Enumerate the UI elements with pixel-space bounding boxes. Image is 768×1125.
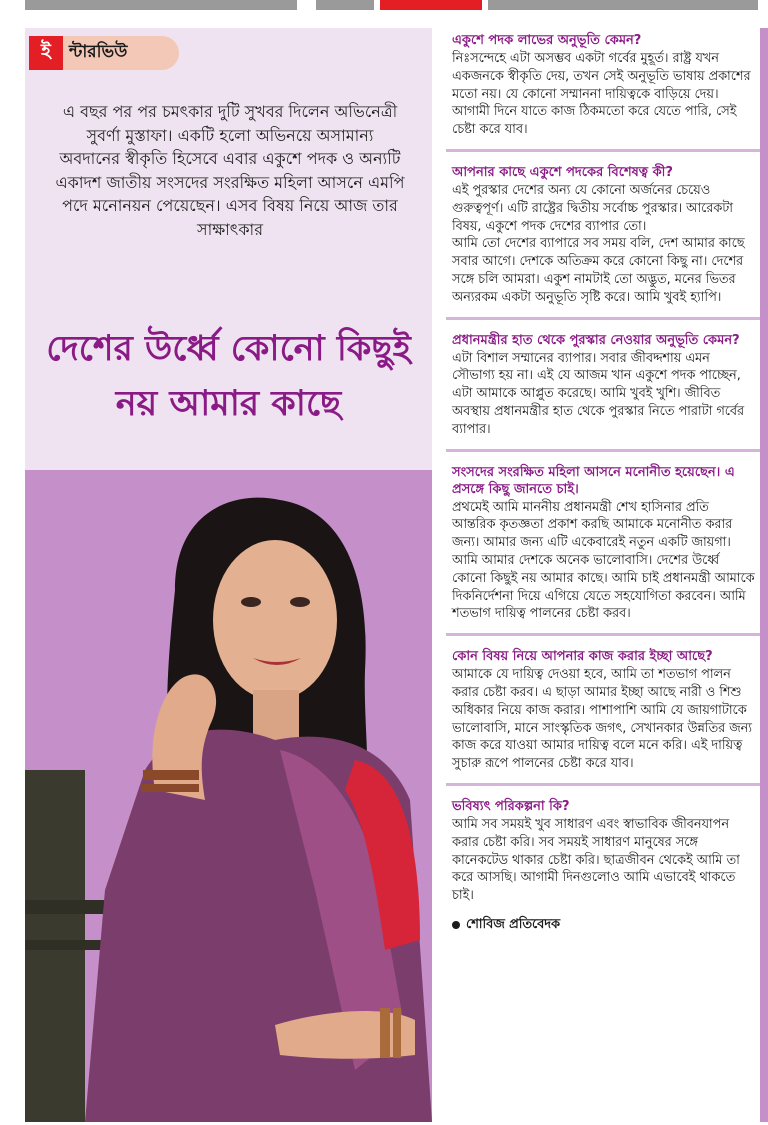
section-tag-text: ন্টারভিউ	[69, 42, 128, 62]
question-text: একুশে পদক লাভের অনুভূতি কেমন?	[452, 33, 642, 48]
answer-text: এই পুরস্কার দেশের অন্য যে কোনো অর্জনের চেয়েও গুরুত্বপূর্ণ। এটি রাষ্ট্রের দ্বিতীয় সর্বোচ্চ পুরস্কার। আরেকটা বিষয়, একুশে পদক দেশের ব্যাপার তো।	[452, 182, 733, 234]
answer-text: আমি সব সময়ই খুব সাধারণ এবং স্বাভাবিক জীবনযাপন করার চেষ্টা করি। সব সময়ই সাধারণ মানুষের সঙ্গে কানেকটেড থাকার চেষ্টা করি। ছাত্রজীবন থেকেই আমি তা করে আসছি। আগামী দিনগুলোও আমি এভাবেই থাকতে চাই।	[452, 816, 740, 904]
bullet-icon	[452, 921, 460, 929]
divider	[446, 149, 760, 152]
question-text: প্রধানমন্ত্রীর হাত থেকে পুরস্কার নেওয়ার অনুভূতি কেমন?	[452, 332, 740, 348]
intro-panel	[25, 28, 432, 470]
top-bar-accent	[380, 0, 482, 10]
question-text: কোন বিষয় নিয়ে আপনার কাজ করার ইচ্ছা আছে?	[452, 649, 713, 665]
qa-item	[446, 644, 760, 773]
divider	[446, 783, 760, 786]
question-text: সংসদের সংরক্ষিত মহিলা আসনে মনোনীত হয়েছেন। এ প্রসঙ্গে কিছু জানতে চাই।	[452, 464, 735, 497]
divider	[446, 317, 760, 320]
top-bar-right	[488, 0, 758, 10]
qa-item	[446, 28, 760, 139]
top-bar-left	[25, 0, 297, 10]
question-text: আপনার কাছে একুশে পদকের বিশেষত্ব কী?	[452, 164, 673, 180]
divider	[446, 633, 760, 636]
headline: দেশের উর্ধ্বে কোনো কিছুই নয় আমার কাছে	[46, 329, 411, 424]
divider	[446, 449, 760, 452]
qa-item	[446, 160, 760, 307]
section-tag-letter: ই	[29, 36, 63, 70]
face	[213, 540, 337, 700]
qa-item	[446, 794, 760, 905]
qa-item	[446, 460, 760, 624]
portrait-photo	[25, 470, 432, 1122]
answer-text: প্রথমেই আমি মাননীয় প্রধানমন্ত্রী শেখ হাসিনার প্রতি আন্তরিক কৃতজ্ঞতা প্রকাশ করছি আমাকে মনোনীত করার জন্য। আমার জন্য এটি একেবারেই নতুন একটি জায়গা। আমি আমার দেশকে অনেক ভালোবাসি। দেশের উর্ধ্বে কোনো কিছুই নয় আমার কাছে। আমি চাই প্রধানমন্ত্রী আমাকে দিকনির্দেশনা দিয়ে এগিয়ে যেতে সহযোগিতা করবেন। আমি শতভাগ দায়িত্ব পালনের চেষ্টা করব।	[452, 499, 755, 622]
question-text: ভবিষ্যৎ পরিকল্পনা কি?	[452, 798, 570, 814]
byline-text: শোবিজ প্রতিবেদক	[466, 916, 560, 932]
intro-text: এ বছর পর পর চমৎকার দুটি সুখবর দিলেন অভিনেত্রী সুবর্ণা মুস্তাফা। একটি হলো অভিনয়ে অসামান্য অবদানের স্বীকৃতি হিসেবে এবার একুশে পদক ও অন্যটি একাদশ জাতীয় সংসদের সংরক্ষিত মহিলা আসনে এমপি পদে মনোনয়ন পেয়েছেন। এসব বিষয় নিয়ে আজ তার সাক্ষাৎকার	[55, 102, 405, 239]
edge-strip	[760, 28, 768, 1122]
qa-item	[446, 328, 760, 439]
answer-text-continued: আমি তো দেশের ব্যাপারে সব সময় বলি, দেশ আমার কাছে সবার আগে। দেশকে অতিক্রম করে কোনো কিছু না। দেশের সঙ্গে চলি আমরা। একুশ নামটাই তো অদ্ভুত, মনের ভিতর অন্যরকম একটা অনুভূতি সৃষ্টি করে। আমি খুবই হ্যাপি।	[452, 236, 745, 305]
section-tag	[29, 36, 179, 70]
qa-column	[446, 28, 760, 1122]
answer-text: নিঃসন্দেহে এটা অসম্ভব একটা গর্বের মুহূর্ত। রাষ্ট্র যখন একজনকে স্বীকৃতি দেয়, তখন সেই অনুভূতি ভাষায় প্রকাশের মতো নয়। যে কোনো সম্মাননা দায়িত্বকে বাড়িয়ে দেয়। আগামী দিনে যাতে কাজ ঠিকমতো করে যেতে পারি, সেই চেষ্টা করে যাব।	[452, 51, 751, 138]
answer-text: এটা বিশাল সম্মানের ব্যাপার। সবার জীবদ্দশায় এমন সৌভাগ্য হয় না। এই যে আজম খান একুশে পদক পাচ্ছেন, এটা আমাকে আপ্লুত করেছে। আমি খুবই খুশি। জীবিত অবস্থায় প্রধানমন্ত্রীর হাত থেকে পুরস্কার নিতে পারাটা গর্বের ব্যাপার।	[452, 350, 745, 437]
answer-text: আমাকে যে দায়িত্ব দেওয়া হবে, আমি তা শতভাগ পালন করার চেষ্টা করব। এ ছাড়া আমার ইচ্ছা আছে নারী ও শিশু অধিকার নিয়ে কাজ করার। পাশাপাশি আমি যে জায়গাটাকে ভালোবাসি, মানে সাংস্কৃতিক জগৎ, সেখানকার উন্নতির জন্য কাজ করে যাওয়া আমার দায়িত্ব বলে মনে করি। এই দায়িত্ব সুচারু রূপে পালনের চেষ্টা করে যাব।	[452, 667, 752, 772]
byline	[446, 915, 760, 936]
top-bar-mid	[316, 0, 374, 10]
portrait-illustration	[25, 470, 432, 1122]
